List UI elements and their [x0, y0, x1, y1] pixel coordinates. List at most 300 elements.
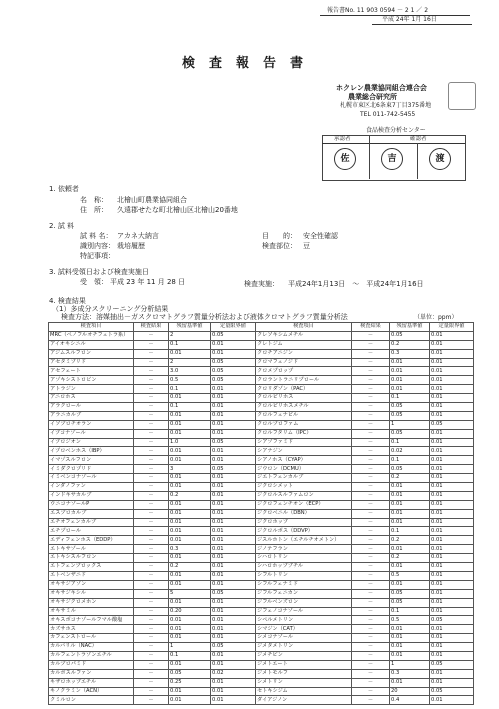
cell-right-result: － [352, 571, 390, 580]
cell-right-item: シペルメトリン [256, 616, 352, 625]
cell-right-loq: 0.05 [430, 660, 474, 669]
cell-left-result: － [134, 420, 169, 429]
cell-right-item: ジクロフェンチオン（ECP） [256, 500, 352, 509]
cell-right-loq: 0.01 [430, 536, 474, 545]
cell-left-limit: 0.01 [169, 625, 211, 634]
cell-left-loq: 0.02 [211, 669, 256, 678]
cell-right-item: ジノテフラン [256, 545, 352, 554]
cell-right-item: クレソキシムメチル [256, 331, 352, 340]
cell-right-loq: 0.01 [430, 589, 474, 598]
cell-left-result: － [134, 625, 169, 634]
table-row [49, 340, 474, 349]
cell-left-loq: 0.01 [211, 651, 256, 660]
checker-stamp-2: 渡 [429, 148, 451, 170]
screening-subtitle: （1）多成分スクリーニング分析結果 [52, 305, 169, 313]
cell-right-loq: 0.01 [430, 376, 474, 385]
cell-right-loq: 0.01 [430, 340, 474, 349]
cell-right-loq: 0.01 [430, 607, 474, 616]
cell-left-limit: 0.01 [169, 500, 211, 509]
approval-header-line [322, 143, 465, 144]
cell-left-loq: 0.01 [211, 509, 256, 518]
cell-right-loq: 0.01 [430, 367, 474, 376]
cell-left-result: － [134, 403, 169, 412]
cell-left-result: － [134, 660, 169, 669]
cell-right-loq: 0.01 [430, 500, 474, 509]
cell-left-loq: 0.01 [211, 394, 256, 403]
cell-right-item: クロルプロファム [256, 420, 352, 429]
cell-left-item: イプロベンホス（IBP） [49, 447, 134, 456]
cell-right-limit: 0.3 [390, 669, 430, 678]
cell-left-loq: 0.01 [211, 420, 256, 429]
cell-right-item: ダイアジノン [256, 696, 352, 705]
cell-left-item: カルボスルファン [49, 669, 134, 678]
inspection-part-label: 検査部位： [262, 242, 297, 250]
identification-label: 識別内容： [80, 242, 115, 250]
cell-right-result: － [352, 554, 390, 563]
table-row [49, 589, 474, 598]
checker-label: 確認者 [410, 136, 427, 142]
identification: 栽培履歴 [117, 242, 145, 250]
cell-left-loq: 0.01 [211, 518, 256, 527]
cell-left-item: イプロジオン [49, 438, 134, 447]
cell-left-item: エスプロカルブ [49, 509, 134, 518]
cell-right-result: － [352, 456, 390, 465]
cell-right-limit: 20 [390, 687, 430, 696]
cell-right-limit: 0.2 [390, 554, 430, 563]
table-row [49, 358, 474, 367]
section-2-heading: 2. 試 料 [49, 222, 75, 230]
cell-right-limit: 0.5 [390, 571, 430, 580]
cell-right-result: － [352, 438, 390, 447]
cell-left-limit: 0.01 [169, 509, 211, 518]
cell-left-loq: 0.01 [211, 429, 256, 438]
header-limit-right: 残留基準値 [390, 323, 430, 332]
table-row [49, 651, 474, 660]
cell-right-loq: 0.01 [430, 598, 474, 607]
cell-left-result: － [134, 500, 169, 509]
cell-left-loq: 0.05 [211, 438, 256, 447]
cell-left-item: インダノファン [49, 483, 134, 492]
cell-right-item: クレトジム [256, 340, 352, 349]
cell-right-result: － [352, 483, 390, 492]
cell-right-loq: 0.01 [430, 385, 474, 394]
cell-left-limit: 0.01 [169, 411, 211, 420]
cell-left-result: － [134, 474, 169, 483]
cell-left-result: － [134, 580, 169, 589]
cell-left-result: － [134, 331, 169, 340]
cell-right-limit: 0.01 [390, 625, 430, 634]
cell-right-result: － [352, 509, 390, 518]
cell-left-limit: 0.01 [169, 518, 211, 527]
table-row [49, 669, 474, 678]
cell-right-limit: 0.2 [390, 474, 430, 483]
cell-right-result: － [352, 687, 390, 696]
cell-left-item: オキスポコナゾールフマル酸塩 [49, 616, 134, 625]
cell-left-loq: 0.05 [211, 331, 256, 340]
table-row [49, 660, 474, 669]
table-row [49, 696, 474, 705]
cell-left-limit: 0.01 [169, 349, 211, 358]
cell-left-loq: 0.01 [211, 687, 256, 696]
cell-right-result: － [352, 340, 390, 349]
table-row [49, 536, 474, 545]
table-row [49, 625, 474, 634]
cell-right-loq: 0.01 [430, 643, 474, 652]
cell-right-loq: 0.05 [430, 420, 474, 429]
cell-right-result: － [352, 491, 390, 500]
cell-left-item: カズサホス [49, 625, 134, 634]
cell-right-limit: 0.01 [390, 491, 430, 500]
cell-right-loq: 0.01 [430, 491, 474, 500]
header-limit-left: 残留基準値 [169, 323, 211, 332]
cell-right-loq: 0.01 [430, 509, 474, 518]
table-row [49, 465, 474, 474]
cell-right-loq: 0.05 [430, 616, 474, 625]
test-method: 検査方法：溶媒抽出－ガスクロマトグラフ質量分析法および液体クロマトグラフ質量分析法 [61, 313, 348, 321]
cell-right-item: シハロホップブチル [256, 563, 352, 572]
approver-stamp: 佐 [334, 148, 356, 170]
cell-right-result: － [352, 411, 390, 420]
cell-left-limit: 0.2 [169, 563, 211, 572]
cell-right-result: － [352, 580, 390, 589]
cell-right-limit: 0.01 [390, 367, 430, 376]
cell-left-item: アゾキシストロビン [49, 376, 134, 385]
cell-left-result: － [134, 438, 169, 447]
cell-left-limit: 0.01 [169, 429, 211, 438]
cell-left-loq: 0.01 [211, 563, 256, 572]
table-row [49, 394, 474, 403]
table-row [49, 483, 474, 492]
cell-right-item: シマジン（CAT） [256, 625, 352, 634]
cell-left-result: － [134, 554, 169, 563]
cell-left-item: オキサミル [49, 607, 134, 616]
cell-right-result: － [352, 403, 390, 412]
cell-left-limit: 0.01 [169, 474, 211, 483]
inspection-center: 食品検査分析センター [366, 127, 426, 134]
cell-left-item: エトベンザニド [49, 571, 134, 580]
cell-right-limit: 0.01 [390, 518, 430, 527]
cell-left-loq: 0.01 [211, 456, 256, 465]
cell-left-loq: 0.01 [211, 491, 256, 500]
cell-left-result: － [134, 429, 169, 438]
cell-left-limit: 0.5 [169, 376, 211, 385]
cell-left-item: オキサジアゾン [49, 580, 134, 589]
cell-left-loq: 0.01 [211, 571, 256, 580]
cell-right-limit: 0.2 [390, 536, 430, 545]
results-table [48, 322, 474, 705]
cell-left-result: － [134, 340, 169, 349]
cell-left-limit: 0.01 [169, 616, 211, 625]
cell-left-limit: 0.1 [169, 340, 211, 349]
cell-right-limit: 0.2 [390, 340, 430, 349]
cell-right-result: － [352, 500, 390, 509]
cell-left-result: － [134, 483, 169, 492]
cell-left-item: カルフェントラゾンエチル [49, 651, 134, 660]
table-row [49, 403, 474, 412]
cell-right-item: ジウロン（DCMU） [256, 465, 352, 474]
cell-right-limit: 0.01 [390, 385, 430, 394]
cell-right-result: － [352, 625, 390, 634]
cell-right-loq: 0.01 [430, 349, 474, 358]
cell-left-loq: 0.01 [211, 385, 256, 394]
cell-left-item: イソプロチオラン [49, 420, 134, 429]
cell-right-loq: 0.01 [430, 483, 474, 492]
cell-left-limit: 0.01 [169, 571, 211, 580]
cell-right-item: シフルフェナミド [256, 580, 352, 589]
cell-left-limit: 2 [169, 358, 211, 367]
cell-right-loq: 0.01 [430, 696, 474, 705]
cell-left-limit: 0.1 [169, 651, 211, 660]
cell-right-item: ジフェノコナゾール [256, 607, 352, 616]
header-result-right: 検査結果 [352, 323, 390, 332]
cell-right-item: シアゾファミド [256, 438, 352, 447]
table-row [49, 509, 474, 518]
cell-left-limit: 5 [169, 589, 211, 598]
cell-right-loq: 0.01 [430, 554, 474, 563]
cell-right-result: － [352, 643, 390, 652]
cell-left-limit: 0.01 [169, 580, 211, 589]
cell-left-item: オキサジクロメホン [49, 598, 134, 607]
cell-left-result: － [134, 358, 169, 367]
cell-left-limit: 0.01 [169, 536, 211, 545]
table-row [49, 571, 474, 580]
section-4-heading: 4. 検査結果 [49, 297, 86, 305]
report-number-underline [320, 15, 470, 16]
cell-left-item: インドキサカルブ [49, 491, 134, 500]
cell-left-item: アセタミプリド [49, 358, 134, 367]
cell-left-loq: 0.05 [211, 643, 256, 652]
cell-right-result: － [352, 634, 390, 643]
cell-left-limit: 0.01 [169, 598, 211, 607]
cell-left-item: エトキサゾール [49, 545, 134, 554]
table-row [49, 563, 474, 572]
cell-left-item: カフェンストロール [49, 634, 134, 643]
cell-left-result: － [134, 491, 169, 500]
cell-right-limit: 0.05 [390, 429, 430, 438]
cell-left-item: エトキシスルフロン [49, 554, 134, 563]
cell-right-item: ジフルフェニカン [256, 589, 352, 598]
cell-right-item: シメコナゾール [256, 634, 352, 643]
cell-right-item: ジクロベニル（DBN） [256, 509, 352, 518]
cell-right-limit: 1 [390, 420, 430, 429]
cell-left-item: カルプロパミド [49, 660, 134, 669]
cell-right-result: － [352, 394, 390, 403]
cell-left-result: － [134, 563, 169, 572]
cell-right-item: クロチアニジン [256, 349, 352, 358]
cell-left-result: － [134, 527, 169, 536]
cell-right-result: － [352, 660, 390, 669]
cell-right-loq: 0.01 [430, 447, 474, 456]
cell-left-loq: 0.01 [211, 607, 256, 616]
header-item-right: 検査項目 [256, 323, 352, 332]
purpose-label: 目 的： [262, 232, 297, 240]
cell-right-limit: 0.1 [390, 456, 430, 465]
received-date: 平成 23 年 11 月 28 日 [110, 278, 186, 286]
approval-divider-1 [369, 135, 370, 179]
cell-right-result: － [352, 367, 390, 376]
cell-left-limit: 0.1 [169, 385, 211, 394]
cell-left-loq: 0.01 [211, 527, 256, 536]
cell-left-result: － [134, 598, 169, 607]
cell-left-loq: 0.01 [211, 598, 256, 607]
cell-right-limit: 0.01 [390, 563, 430, 572]
cell-right-result: － [352, 447, 390, 456]
cell-left-limit: 0.05 [169, 669, 211, 678]
cell-left-loq: 0.01 [211, 349, 256, 358]
cell-right-limit: 0.05 [390, 465, 430, 474]
cell-left-result: － [134, 545, 169, 554]
cell-left-item: アセフェート [49, 367, 134, 376]
cell-right-item: ジメチピン [256, 651, 352, 660]
cell-right-limit: 0.3 [390, 349, 430, 358]
table-row [49, 500, 474, 509]
cell-left-result: － [134, 696, 169, 705]
section-1-heading: 1. 依頼者 [49, 185, 79, 193]
cell-left-item: エチプロール [49, 527, 134, 536]
client-address: 久遠郡せたな町北檜山区北檜山20番地 [117, 206, 238, 214]
cell-right-loq: 0.01 [430, 331, 474, 340]
cell-left-limit: 0.01 [169, 527, 211, 536]
table-row [49, 616, 474, 625]
cell-left-loq: 0.05 [211, 465, 256, 474]
cell-left-item: アニロホス [49, 394, 134, 403]
cell-right-loq: 0.01 [430, 403, 474, 412]
cell-right-item: クロルピリホスメチル [256, 403, 352, 412]
cell-left-loq: 0.01 [211, 678, 256, 687]
cell-right-limit: 0.05 [390, 589, 430, 598]
purpose: 安全性確認 [303, 232, 338, 240]
cell-left-item: エトフェンプロックス [49, 563, 134, 572]
cell-right-limit: 0.01 [390, 580, 430, 589]
cell-left-loq: 0.05 [211, 589, 256, 598]
table-row [49, 518, 474, 527]
sample-name: アカネ大納言 [117, 232, 159, 240]
cell-left-result: － [134, 376, 169, 385]
cell-right-limit: 1 [390, 660, 430, 669]
cell-right-limit: 0.01 [390, 545, 430, 554]
cell-right-loq: 0.01 [430, 651, 474, 660]
cell-left-item: アイオキシニル [49, 340, 134, 349]
inspection-period-label: 検査実施： [244, 280, 279, 288]
table-row [49, 634, 474, 643]
cell-right-item: クロルフタリム（IPC） [256, 429, 352, 438]
table-row [49, 687, 474, 696]
cell-left-result: － [134, 616, 169, 625]
cell-right-result: － [352, 349, 390, 358]
cell-right-result: － [352, 474, 390, 483]
cell-left-loq: 0.01 [211, 545, 256, 554]
cell-left-loq: 0.05 [211, 358, 256, 367]
cell-right-item: シアナジン [256, 447, 352, 456]
cell-right-loq: 0.01 [430, 474, 474, 483]
cell-right-item: ジフルベンズロン [256, 598, 352, 607]
cell-left-limit: 0.1 [169, 403, 211, 412]
cell-left-limit: 2 [169, 331, 211, 340]
cell-right-loq: 0.01 [430, 571, 474, 580]
cell-right-limit: 0.05 [390, 411, 430, 420]
cell-left-limit: 0.01 [169, 696, 211, 705]
cell-right-loq: 0.01 [430, 411, 474, 420]
cell-left-item: クミルロン [49, 696, 134, 705]
header-loq-right: 定量限界値 [430, 323, 474, 332]
table-row [49, 367, 474, 376]
cell-right-loq: 0.01 [430, 394, 474, 403]
table-row [49, 447, 474, 456]
cell-left-limit: 0.01 [169, 634, 211, 643]
cell-left-result: － [134, 349, 169, 358]
cell-right-result: － [352, 429, 390, 438]
cell-right-loq: 0.01 [430, 358, 474, 367]
cell-right-item: シフルトリン [256, 571, 352, 580]
cell-left-loq: 0.05 [211, 367, 256, 376]
report-date: 平成 24年 1月 16日 [382, 16, 437, 23]
header-item-left: 検査項目 [49, 323, 134, 332]
cell-right-loq: 0.05 [430, 687, 474, 696]
cell-right-item: ジクロホップ [256, 518, 352, 527]
cell-left-result: － [134, 669, 169, 678]
cell-left-item: MRC（ペノフルオチフェトラ系） [49, 331, 134, 340]
cell-left-limit: 0.3 [169, 545, 211, 554]
cell-right-result: － [352, 563, 390, 572]
cell-right-result: － [352, 420, 390, 429]
cell-right-loq: 0.01 [430, 465, 474, 474]
cell-left-loq: 0.01 [211, 474, 256, 483]
cell-right-result: － [352, 545, 390, 554]
header-result-left: 検査結果 [134, 323, 169, 332]
cell-right-result: － [352, 696, 390, 705]
table-row [49, 545, 474, 554]
cell-right-limit: 0.1 [390, 438, 430, 447]
cell-right-item: ジエトフェンカルブ [256, 474, 352, 483]
table-row [49, 411, 474, 420]
cell-right-loq: 0.01 [430, 456, 474, 465]
client-name-label: 名 称： [80, 196, 108, 204]
cell-right-item: クロルフェナピル [256, 411, 352, 420]
cell-left-loq: 0.01 [211, 660, 256, 669]
cell-right-item: クロリダゾン（PAC） [256, 385, 352, 394]
report-date-underline [372, 24, 472, 25]
table-row [49, 491, 474, 500]
inspection-part: 豆 [303, 242, 310, 250]
report-title: 検査報告書 [181, 56, 317, 71]
table-row [49, 607, 474, 616]
cell-left-item: エディフェンホス（EDDP） [49, 536, 134, 545]
cell-left-item: イプコナゾール [49, 429, 134, 438]
cell-right-item: シハロトリン [256, 554, 352, 563]
cell-right-limit: 0.1 [390, 394, 430, 403]
cell-right-limit: 0.4 [390, 696, 430, 705]
cell-right-loq: 0.01 [430, 527, 474, 536]
cell-right-loq: 0.01 [430, 545, 474, 554]
cell-left-item: ウニコナゾールP [49, 500, 134, 509]
org-address: 札幌市東区北6条東7丁目375番地 [340, 102, 432, 109]
cell-left-result: － [134, 589, 169, 598]
cell-left-loq: 0.01 [211, 340, 256, 349]
unit-label: （単位：ppm） [414, 314, 458, 321]
cell-right-result: － [352, 616, 390, 625]
cell-right-loq: 0.01 [430, 625, 474, 634]
table-row [49, 438, 474, 447]
cell-left-result: － [134, 465, 169, 474]
report-number: 報告書No. 11 903 0594 － 2 1 ／ 2 [327, 7, 429, 14]
cell-left-limit: 1 [169, 643, 211, 652]
cell-left-item: アジムスルフロン [49, 349, 134, 358]
cell-left-item: アラクロール [49, 403, 134, 412]
cell-left-loq: 0.01 [211, 403, 256, 412]
cell-right-limit: 0.01 [390, 678, 430, 687]
cell-right-item: ジメタメトリン [256, 643, 352, 652]
cell-right-item: ジメトモルフ [256, 669, 352, 678]
